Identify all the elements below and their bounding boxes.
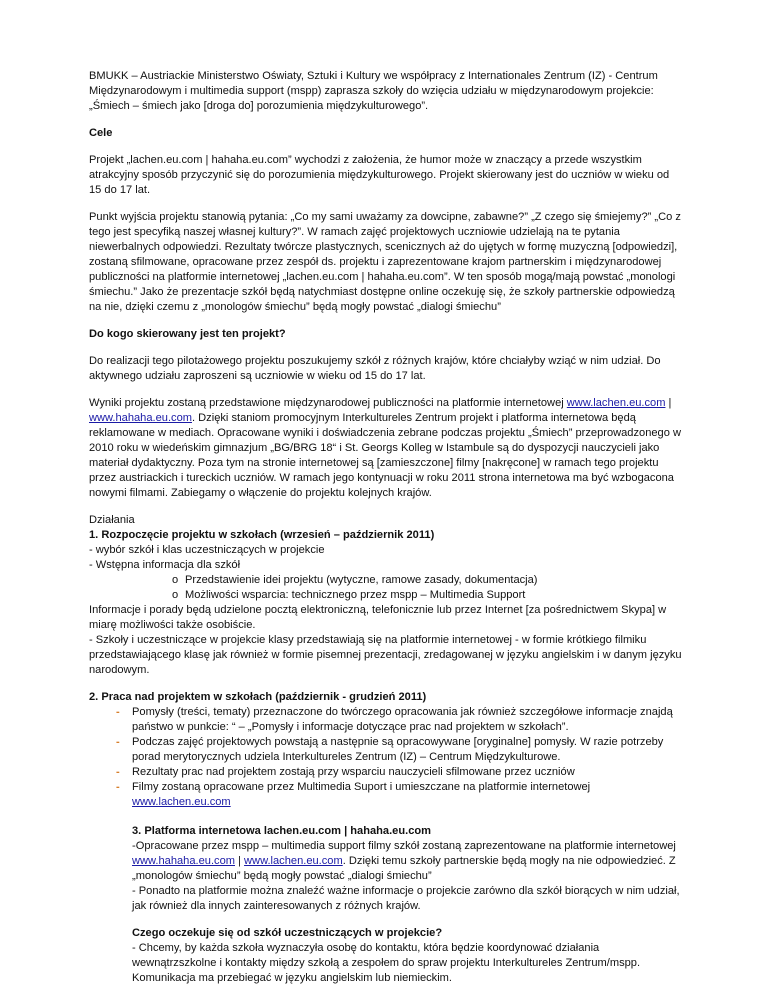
link-hahaha[interactable]: www.hahaha.eu.com xyxy=(132,855,235,867)
section-1-subitem-1 xyxy=(89,573,682,588)
list-item xyxy=(89,705,682,735)
target-p2-after: . Dzięki staniom promocyjnym Interkultureles Zentrum projekt i platforma internetowa będą reklamowane w mediach. Opracowane wyniki i doświadczenia zebrane podczas projektu „Śmiech” przeprowadzonego w 2010 roku w wiedeńskim gimnazjum „BG/BRG 18“ i St. Georgs Kolleg w Istambule są do dyspozycji nauczycieli jako materiał dydaktyczny. Poza tym na stronie internetowej są [zamieszczone] filmy [nakręcone] w ramach tego projektu przez austriackich i tureckich uczniów. W ramach jego kontynuacji w roku 2011 strona internetowa ma być wzbogacona nowymi filmami. Zabiegamy o włączenie do projektu kolejnych krajów. xyxy=(89,412,681,499)
list-item-text: Filmy zostaną opracowane przez Multimedia Suport i umieszczane na platformie internetowej xyxy=(132,781,591,793)
section-3-block xyxy=(89,824,682,986)
list-item-text: Pomysły (treści, tematy) przeznaczone do twórczego opracowania jak również szczegółowe informacje znajdą państwo w punkcie: “ – „Pomysły i informacje dotyczące prac nad projektem w szkołach”. xyxy=(132,706,673,733)
link-separator: | xyxy=(235,855,245,867)
intro-paragraph: BMUKK – Austriackie Ministerstwo Oświaty, Sztuki i Kultury we współpracy z Internationales Zentrum (IZ) - Centrum Międzynarodowym i multimedia support (mspp) zaprasza szkoły do wzięcia udziału w międzynarodowym projekcie: „Śmiech – śmiech jako [droga do] porozumienia międzykulturowego”. xyxy=(89,70,658,112)
section-2-title: 2. Praca nad projektem w szkołach (październik - grudzień 2011) xyxy=(89,691,427,703)
target-paragraph-2 xyxy=(89,396,682,501)
section-1-line-2: - Wstępna informacja dla szkół xyxy=(89,559,241,571)
section-3-paragraph-2: - Ponadto na platformie można znaleźć ważne informacje o projekcie zarówno dla szkół biorących w nim udział, jak również dla innych zainteresowanych z różnych krajów. xyxy=(132,885,680,912)
list-item-text: Rezultaty prac nad projektem zostają przy wsparciu nauczycieli sfilmowane przez uczniów xyxy=(132,766,575,778)
cele-paragraph-2: Punkt wyjścia projektu stanowią pytania: „Co my sami uważamy za dowcipne, zabawne?” „Z czego się śmiejemy?” „Co z tego jest specyfiką naszej własnej kultury?”. W ramach zajęć projektowych uczniowie udzielają na te pytania niewerbalnych odpowiedzi. Rezultaty twórcze plastycznych, scenicznych aż do ujętych w formę muzyczną [odpowiedzi], zostaną sfilmowane, opracowane przez zespół ds. projektu i zaprezentowane krajom partnerskim i międzynarodowej publiczności na platformie internetowej „lachen.eu.com | hahaha.eu.com”. W ten sposób mogą/mają powstać „monologi śmiechu.” Jako że prezentacje szkół będą natychmiast dostępne online oczekuję się, że szkoły partnerskie odpowiedzą na nie, dzięki czemu z „monologów śmiechu” będą mogły powstać „dialogi śmiechu” xyxy=(89,211,681,313)
link-lachen[interactable]: www.lachen.eu.com xyxy=(132,796,231,808)
list-item-text: Podczas zajęć projektowych powstają a następnie są opracowywane [oryginalne] pomysły. W razie potrzeby porad merytorycznych udziela Interkultureles Zentrum (IZ) – Centrum Międzykulturowe. xyxy=(132,736,664,763)
section-1-paragraph-3: Informacje i porady będą udzielone pocztą elektroniczną, telefonicznie lub przez Internet [za pośrednictwem Skypa] w miarę możliwości także osobiście. xyxy=(89,604,667,631)
question-title: Czego oczekuje się od szkół uczestniczących w projekcie? xyxy=(132,927,443,939)
heading-dzialania: Działania xyxy=(89,514,135,526)
section-1-subitem-2 xyxy=(89,588,682,603)
circle-bullet-icon: o xyxy=(172,574,179,586)
target-p2-before: Wyniki projektu zostaną przedstawione międzynarodowej publiczności na platformie internetowej xyxy=(89,397,567,409)
list-item xyxy=(89,765,682,780)
dash-bullet-icon: - xyxy=(116,781,120,793)
question-paragraph-1: - Chcemy, by każda szkoła wyznaczyła osobę do kontaktu, która będzie koordynować działania wewnątrzszkolne i kontakty między szkołą a zespołem do spraw projektu Interkultureles Zentrum/mspp. Komunikacja ma przebiegać w języku angielskim lub niemieckim. xyxy=(132,942,641,984)
cele-paragraph-1: Projekt „lachen.eu.com | hahaha.eu.com” wychodzi z założenia, że humor może w znaczący a przede wszystkim atrakcyjny sposób przyczynić się do porozumienia międzykulturowego. Projekt skierowany jest do uczniów w wieku od 15 do 17 lat. xyxy=(89,154,670,196)
section-3-paragraph-1 xyxy=(132,839,682,884)
heading-target: Do kogo skierowany jest ten projekt? xyxy=(89,328,286,340)
link-hahaha[interactable]: www.hahaha.eu.com xyxy=(89,412,192,424)
dash-bullet-icon: - xyxy=(116,706,120,718)
list-item xyxy=(89,735,682,765)
section-2-list xyxy=(89,705,682,810)
circle-bullet-icon: o xyxy=(172,589,179,601)
section-1-title: 1. Rozpoczęcie projektu w szkołach (wrzesień – październik 2011) xyxy=(89,529,435,541)
heading-cele: Cele xyxy=(89,127,113,139)
dash-bullet-icon: - xyxy=(116,766,120,778)
link-lachen[interactable]: www.lachen.eu.com xyxy=(244,855,343,867)
subitem-text: Przedstawienie idei projektu (wytyczne, ramowe zasady, dokumentacja) xyxy=(185,574,538,586)
link-lachen[interactable]: www.lachen.eu.com xyxy=(566,397,666,409)
link-separator: | xyxy=(665,397,672,409)
s3-p1-after: . Dzięki temu szkoły partnerskie będą mogły na nie odpowiedzieć. Z „monologów śmiechu” będą mogły powstać „dialogi śmiechu” xyxy=(132,855,676,882)
s3-p1-before: -Opracowane przez mspp – multimedia support filmy szkół zostaną zaprezentowane na platformie internetowej xyxy=(132,840,676,852)
subitem-text: Możliwości wsparcia: technicznego przez mspp – Multimedia Support xyxy=(185,589,526,601)
section-3-title: 3. Platforma internetowa lachen.eu.com | hahaha.eu.com xyxy=(132,825,432,837)
section-1-line-1: - wybór szkół i klas uczestniczących w projekcie xyxy=(89,544,325,556)
section-1-paragraph-4: - Szkoły i uczestniczące w projekcie klasy przedstawiają się na platformie internetowej - w formie krótkiego filmiku przedstawiającego klasę jak również w formie pisemnej prezentacji, zredagowanej w języku angielskim i w danym języku narodowym. xyxy=(89,634,682,676)
dash-bullet-icon: - xyxy=(116,736,120,748)
list-item xyxy=(89,780,682,810)
target-paragraph-1: Do realizacji tego pilotażowego projektu poszukujemy szkół z różnych krajów, które chciałyby wziąć w nim udział. Do aktywnego udziału zaproszeni są uczniowie w wieku od 15 do 17 lat. xyxy=(89,355,661,382)
